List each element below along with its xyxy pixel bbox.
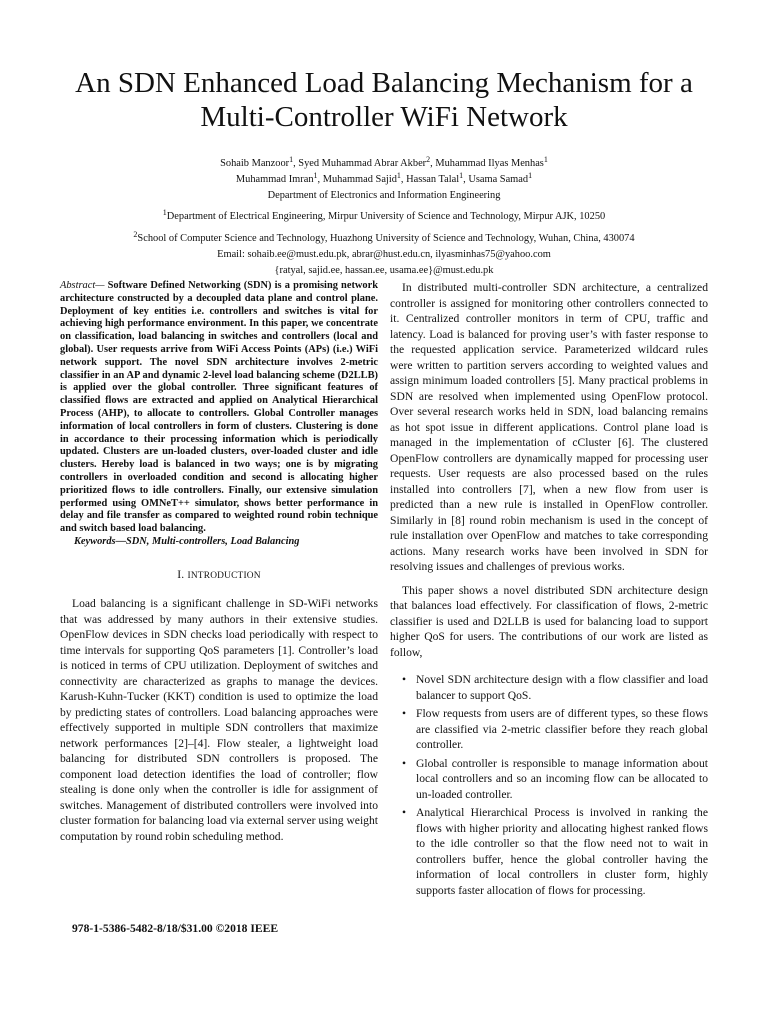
- contribution-list: [390, 672, 708, 898]
- body-paragraph-1: In distributed multi-controller SDN architecture, a centralized controller is assigned for monitoring other controllers connected to it. Centralized controller monitors in term of CPU, traffic and latency. Load is balanced for proving user’s with faster response to the requested application service. Parameterized wildcard rules were written to partition servers according to weighted values and assign minimum loaded controllers [5]. Many practical problems in SDN are resolved when implemented using OpenFlow protocol. Over several research works held in SDN, load balancing remains as hot spot issue in different applications. Control plane load is managed in the implementation of cCluster [6]. The clustered OpenFlow controllers are dynamically mapped for processing user requests. User requests are also processed based on the rules installed into controllers [7], when a new flow from user is predicted than a new rule is installed in OpenFlow controller. Similarly in [8] round robin mechanism is used in the concept of rule installation over OpenFlow and matches to take corresponding actions. Many research works have been involved in SDN for resolving issues and challenges of previous works.: [390, 281, 708, 573]
- affiliation-text: School of Computer Science and Technology, Huazhong University of Science and Technology, Wuhan, China, 430074: [137, 233, 635, 245]
- author-name: , Usama Samad: [463, 173, 529, 185]
- body-paragraph-2: This paper shows a novel distributed SDN architecture design that balances load effectively. For classification of flows, 2-metric classifier is used and D2LLB is used for balancing load to support higher QoS for users. The contributions of our work are listed as follow,: [390, 583, 708, 659]
- author-name: Sohaib Manzoor: [220, 158, 290, 169]
- section-title: INTRODUCTION: [187, 570, 261, 581]
- email-line-2: {ratyal, sajid.ee, hassan.ee, usama.ee}@must.edu.pk: [274, 264, 494, 276]
- keywords-label: Keywords—: [74, 535, 126, 547]
- list-item: • Flow requests from users are of different types, so these flows are classified via 2-metric classifier before they reach global controller.: [402, 707, 708, 751]
- bullet-icon: •: [402, 673, 407, 686]
- bullet-icon: •: [402, 707, 407, 720]
- list-item: • Analytical Hierarchical Process is involved in ranking the flows with higher priority and allocating highest ranked flows to the idle controller so that the flow need not to wait in controllers buffer, hence the global controller having the information of local controllers in cluster form, highly supports faster allocation of flows for processing.: [402, 806, 708, 897]
- keywords-text: SDN, Multi-controllers, Load Balancing: [125, 535, 300, 547]
- affiliation-mark: 1: [162, 208, 167, 218]
- author-affiliation-mark: 1: [289, 155, 294, 164]
- author-affiliation-mark: 1: [313, 170, 318, 180]
- affiliation-text: Department of Electrical Engineering, Mirpur University of Science and Technology, Mirpur AJK, 10250: [166, 211, 606, 223]
- author-name: , Muhammad Ilyas Menhas: [430, 158, 544, 169]
- author-affiliation-mark: 2: [426, 155, 431, 164]
- author-affiliation-mark: 1: [528, 170, 533, 180]
- author-affiliation-mark: 1: [459, 170, 464, 180]
- author-name: , Hassan Talal: [400, 173, 460, 185]
- author-block: [40, 156, 728, 279]
- author-line-2: [40, 172, 728, 188]
- author-line-1: [40, 156, 728, 172]
- section-number: I.: [177, 567, 185, 581]
- abstract-text: Software Defined Networking (SDN) is a promising network architecture constructed by a decoupled data plane and control plane. Deployment of key entities i.e. controllers and switches is vital for achieving high performance environment. In this paper, we concentrate on classification, load balancing in switches and controllers (local and global). User requests arrive from WiFi Access Points (APs) (i.e.) WiFi network support. The novel SDN architecture involves 2-metric classifier in an AP and dynamic 2-level load balancing scheme (D2LLB) is applied over the global controller. Three significant features of classified flows are extracted and applied on Analytical Hierarchical Process (AHP), to allocate to controllers. Global Controller manages information of local controllers in form of clusters. Clustering is done in accordance to their processing information which is periodically updated. Clusters are un-loaded clusters, over-loaded cluster and idle clusters. Hereby load is balanced in two ways; one is by migrating controllers in overloaded condition and second is allocating higher prioritized flows to idle controllers. Finally, our extensive simulation performed using OMNeT++ simulator, shows better performance in delay and file transfer as compared to weighted round robin technique and switch based load balancing.: [60, 280, 378, 535]
- affiliation-2: [40, 231, 728, 247]
- right-column: [390, 280, 708, 901]
- intro-paragraph: Load balancing is a significant challenge in SD-WiFi networks that was addressed by many authors in their extensive studies. OpenFlow devices in SDN checks load periodically with respect to time intervals for supporting QoS parameters [1]. Controller’s load is noticed in terms of CPU utilization. Deployment of switches and connectivity are characterized as graphs to manage the devices. Karush-Kuhn-Tucker (KKT) condition is used to optimize the load by predicting states of controllers. Load balancing approaches were effectively supported in multiple SDN controllers that maximize network performances [2]–[4]. Flow stealer, a lightweight load balancing for distributed SDN controllers is proposed. The component load detection identifies the load of controller; flow stealing is done only when the controller is idle for assignment of switches. Management of distributed controllers were involved into cluster formation for balancing load via external server using weight computation by round robin scheduling method.: [60, 597, 378, 843]
- email-line-1: Email: sohaib.ee@must.edu.pk, abrar@hust.edu.cn, ilyasminhas75@yahoo.com: [217, 248, 551, 260]
- bullet-icon: •: [402, 756, 407, 770]
- author-name: , Syed Muhammad Abrar Akber: [293, 158, 427, 169]
- affiliation-1: [40, 209, 728, 225]
- copyright-footer: 978-1-5386-5482-8/18/$31.00 ©2018 IEEE: [72, 922, 279, 935]
- author-name: , Muhammad Sajid: [317, 173, 397, 185]
- list-item: • Novel SDN architecture design with a flow classifier and load balancer to support QoS.: [402, 673, 708, 702]
- section-heading-introduction: [60, 567, 378, 585]
- list-item: • Global controller is responsible to manage information about local controllers and so an incoming flow can be allocated to un-loaded controller.: [402, 756, 708, 801]
- bullet-icon: •: [402, 806, 407, 819]
- keywords: [74, 536, 378, 549]
- left-column: [60, 280, 378, 844]
- affiliation-mark: 2: [133, 230, 138, 240]
- author-affiliation-mark: 1: [396, 170, 401, 180]
- department-line: Department of Electronics and Information Engineering: [267, 189, 501, 201]
- paper-title: An SDN Enhanced Load Balancing Mechanism for a Multi-Controller WiFi Network: [75, 67, 693, 133]
- author-name: Muhammad Imran: [235, 173, 314, 185]
- author-affiliation-mark: 1: [543, 155, 548, 164]
- abstract: [60, 280, 378, 536]
- abstract-label: Abstract—: [60, 280, 105, 291]
